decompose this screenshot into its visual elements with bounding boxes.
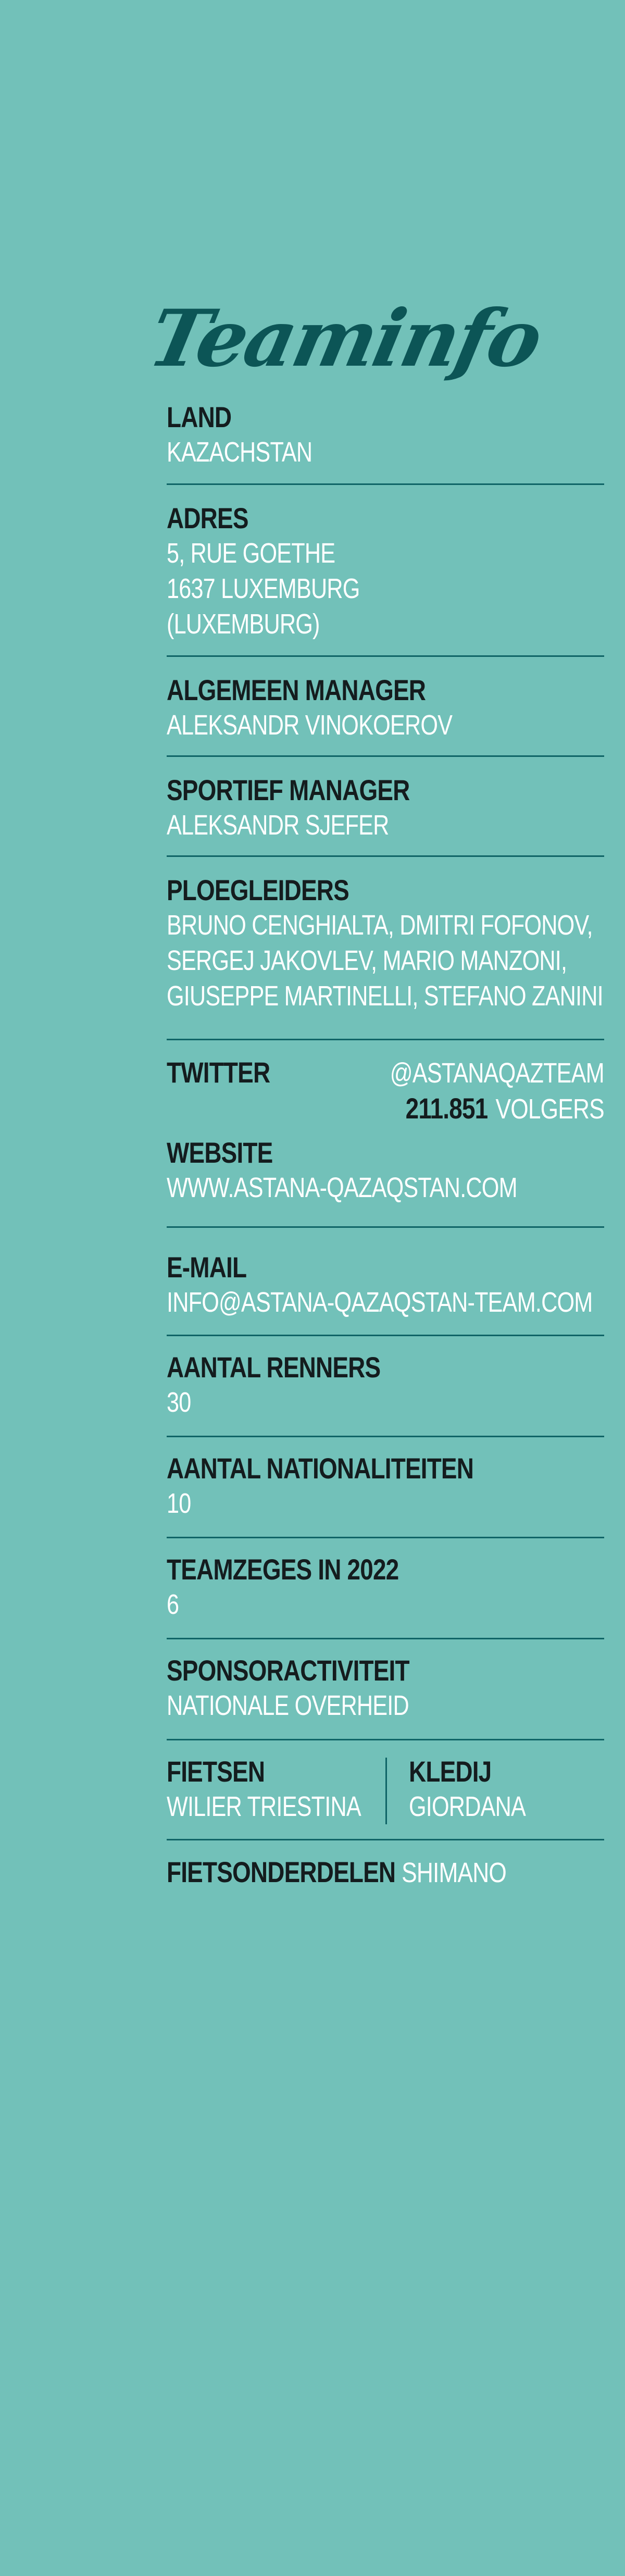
aantal-renners-section — [167, 1350, 604, 1420]
twitter-followers — [406, 1091, 604, 1127]
divider — [167, 755, 604, 757]
divider — [167, 1436, 604, 1437]
sportief-manager-label: SPORTIEF MANAGER — [167, 774, 410, 806]
email-label: E-MAIL — [167, 1251, 247, 1284]
ploegleiders-label: PLOEGLEIDERS — [167, 874, 349, 906]
divider — [167, 1739, 604, 1740]
land-section — [167, 400, 604, 470]
divider — [167, 1335, 604, 1336]
divider — [167, 1537, 604, 1538]
teamzeges-label: TEAMZEGES IN 2022 — [167, 1553, 399, 1586]
adres-line: 5, RUE GOETHE — [167, 538, 335, 569]
sponsoractiviteit-section — [167, 1653, 604, 1723]
ploegleiders-line: GIUSEPPE MARTINELLI, STEFANO ZANINI — [167, 980, 603, 1012]
aantal-renners-label: AANTAL RENNERS — [167, 1351, 381, 1384]
adres-line: (LUXEMBURG) — [167, 608, 320, 640]
twitter-label: TWITTER — [167, 1056, 270, 1089]
page-title: Teaminfo — [141, 293, 549, 384]
fietsen-group — [167, 1754, 409, 1824]
land-value: KAZACHSTAN — [167, 437, 312, 468]
website-section — [167, 1136, 604, 1205]
email-section — [167, 1250, 604, 1320]
fietsen-kledij-section — [167, 1754, 604, 1827]
sponsoractiviteit-value: NATIONALE OVERHEID — [167, 1690, 409, 1721]
teamzeges-value: 6 — [167, 1589, 179, 1620]
algemeen-manager-label: ALGEMEEN MANAGER — [167, 674, 426, 706]
divider — [167, 1638, 604, 1639]
column-divider — [385, 1758, 387, 1824]
divider — [167, 855, 604, 857]
fietsonderdelen-value: SHIMANO — [402, 1857, 507, 1888]
twitter-section — [167, 1055, 604, 1128]
kledij-group — [409, 1754, 555, 1824]
twitter-count-suffix: VOLGERS — [495, 1093, 604, 1125]
ploegleiders-line: BRUNO CENGHIALTA, DMITRI FOFONOV, — [167, 910, 593, 941]
fietsonderdelen-label: FIETSONDERDELEN — [167, 1856, 396, 1888]
adres-label: ADRES — [167, 502, 248, 534]
twitter-count: 211.851 — [405, 1092, 488, 1125]
website-label: WEBSITE — [167, 1136, 273, 1169]
ploegleiders-section — [167, 873, 604, 1014]
divider — [167, 655, 604, 657]
divider — [167, 483, 604, 485]
adres-section — [167, 501, 604, 642]
aantal-nationaliteiten-value: 10 — [167, 1488, 191, 1519]
algemeen-manager-value: ALEKSANDR VINOKOEROV — [167, 710, 453, 741]
kledij-value: GIORDANA — [409, 1791, 526, 1822]
adres-line: 1637 LUXEMBURG — [167, 573, 360, 604]
ploegleiders-line: SERGEJ JAKOVLEV, MARIO MANZONI, — [167, 945, 567, 976]
fietsen-label: FIETSEN — [167, 1755, 265, 1788]
twitter-handle[interactable]: @ASTANAQAZTEAM — [390, 1057, 604, 1089]
fietsonderdelen-section — [167, 1855, 526, 1890]
divider — [167, 1839, 604, 1840]
algemeen-manager-section — [167, 673, 604, 743]
land-label: LAND — [167, 401, 232, 433]
email-link[interactable]: INFO@ASTANA-QAZAQSTAN-TEAM.COM — [167, 1287, 593, 1318]
divider — [167, 1226, 604, 1228]
aantal-nationaliteiten-section — [167, 1451, 604, 1521]
teamzeges-section — [167, 1552, 604, 1622]
sportief-manager-value: ALEKSANDR SJEFER — [167, 810, 389, 841]
sponsoractiviteit-label: SPONSORACTIVITEIT — [167, 1654, 409, 1687]
divider — [167, 1039, 604, 1040]
aantal-renners-value: 30 — [167, 1387, 191, 1418]
fietsen-value: WILIER TRIESTINA — [167, 1791, 361, 1822]
sportief-manager-section — [167, 773, 604, 843]
kledij-label: KLEDIJ — [409, 1755, 492, 1788]
aantal-nationaliteiten-label: AANTAL NATIONALITEITEN — [167, 1452, 474, 1485]
website-link[interactable]: WWW.ASTANA-QAZAQSTAN.COM — [167, 1172, 517, 1203]
